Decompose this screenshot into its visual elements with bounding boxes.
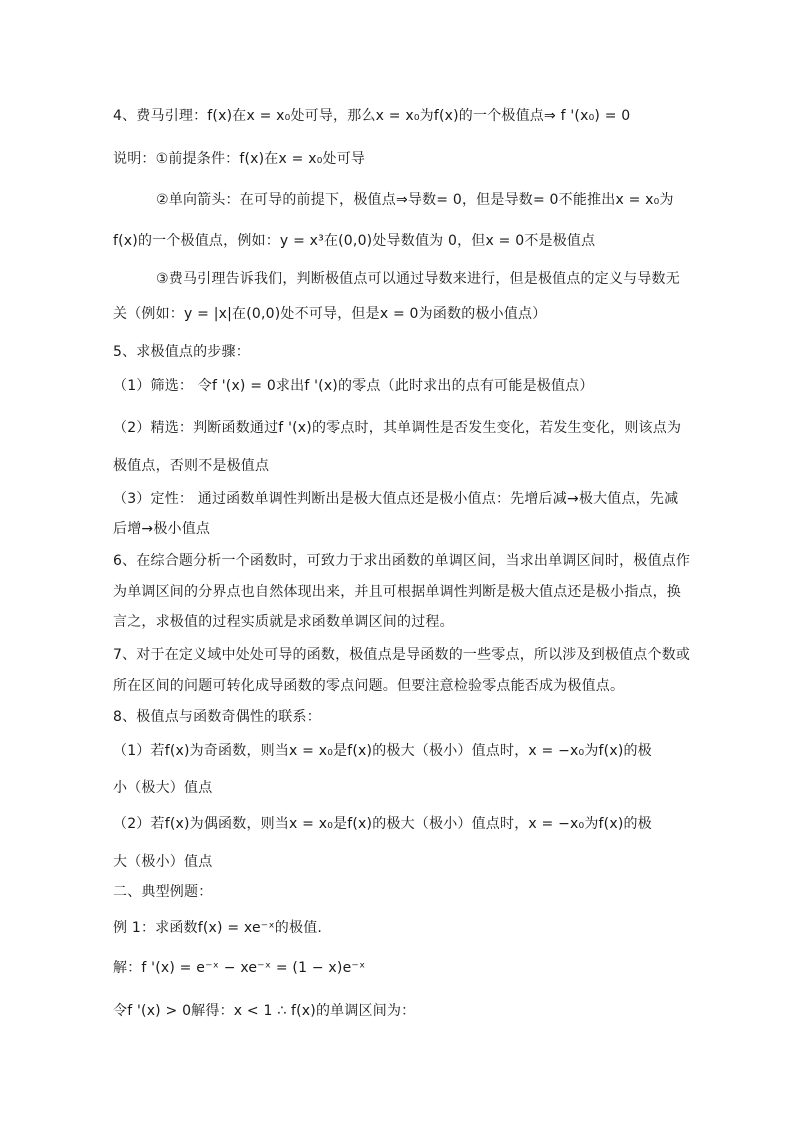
text-line: 所在区间的问题可转化成导函数的零点问题。但要注意检验零点能否成为极值点。: [113, 678, 625, 694]
text-line: 4、费马引理：f(x)在x = x₀处可导，那么x = x₀为f(x)的一个极值点⇒ f '(x₀) = 0: [113, 108, 631, 124]
text-line: 小（极大）值点: [113, 780, 213, 796]
text-line: （1）若f(x)为奇函数，则当x = x₀是f(x)的极大（极小）值点时，x = −x₀为f(x)的极: [113, 743, 652, 759]
text-line: 大（极小）值点: [113, 854, 213, 870]
text-line: f(x)的一个极值点，例如：y = x³在(0,0)处导数值为 0，但x = 0不是极值点: [113, 233, 596, 249]
text-line: ②单向箭头：在可导的前提下，极值点⇒导数= 0，但是导数= 0不能推出x = x₀为: [156, 192, 674, 208]
text-line: （3）定性： 通过函数单调性判断出是极大值点还是极小值点：先增后减→极大值点，先减: [113, 491, 679, 507]
text-line: 二、典型例题：: [113, 884, 213, 900]
text-line: （2）精选：判断函数通过f '(x)的零点时，其单调性是否发生变化，若发生变化，则该点为: [113, 420, 682, 436]
text-line: 8、极值点与函数奇偶性的联系：: [113, 709, 321, 725]
text-line: 7、对于在定义域中处处可导的函数，极值点是导函数的一些零点，所以涉及到极值点个数或: [113, 647, 691, 663]
text-line: 6、在综合题分析一个函数时，可致力于求出函数的单调区间，当求出单调区间时，极值点作: [113, 553, 691, 569]
text-line: 言之，求极值的过程实质就是求函数单调区间的过程。: [113, 614, 454, 630]
text-line: 后增→极小值点: [113, 521, 211, 537]
text-line: 说明：①前提条件：f(x)在x = x₀处可导: [113, 151, 366, 167]
text-line: ③费马引理告诉我们，判断极值点可以通过导数来进行，但是极值点的定义与导数无: [156, 271, 680, 287]
text-line: 解：f '(x) = e⁻ˣ − xe⁻ˣ = (1 − x)e⁻ˣ: [113, 960, 366, 976]
text-line: （1）筛选： 令f '(x) = 0求出f '(x)的零点（此时求出的点有可能是极值点）: [113, 378, 594, 394]
text-line: 关（例如：y = |x|在(0,0)处不可导，但是x = 0为函数的极小值点）: [113, 306, 547, 322]
text-line: 5、求极值点的步骤：: [113, 344, 250, 360]
text-line: 极值点，否则不是极值点: [113, 458, 270, 474]
text-line: 为单调区间的分界点也自然体现出来，并且可根据单调性判断是极大值点还是极小指点，换: [113, 584, 681, 600]
text-line: （2）若f(x)为偶函数，则当x = x₀是f(x)的极大（极小）值点时，x = −x₀为f(x)的极: [113, 816, 652, 832]
text-line: 令f '(x) > 0解得：x < 1 ∴ f(x)的单调区间为：: [113, 1003, 416, 1019]
text-line: 例 1：求函数f(x) = xe⁻ˣ的极值.: [113, 920, 323, 936]
